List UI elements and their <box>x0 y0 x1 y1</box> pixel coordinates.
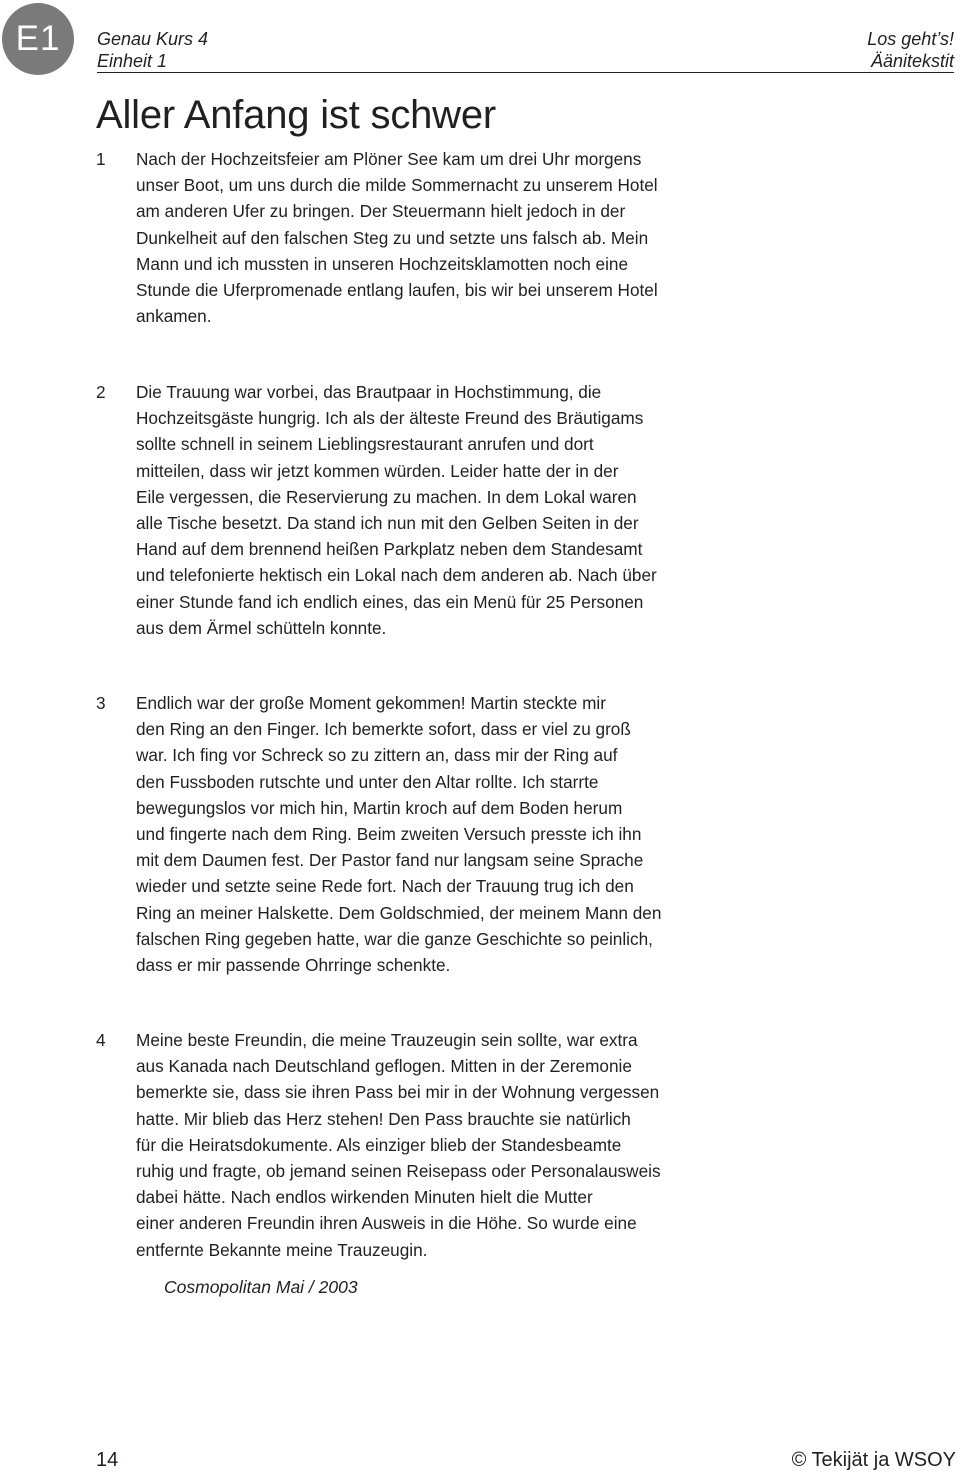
paragraph-text <box>136 146 736 329</box>
paragraph-text <box>136 690 736 978</box>
text-line: Stunde die Uferpromenade entlang laufen, bis wir bei unserem Hotel <box>136 280 658 301</box>
text-line: Dunkelheit auf den falschen Steg zu und setzte uns falsch ab. Mein <box>136 227 649 248</box>
paragraph-number: 4 <box>96 1030 106 1050</box>
text-line: war. Ich fing vor Schreck so zu zittern an, dass mir der Ring auf <box>136 745 618 766</box>
text-line: Nach der Hochzeitsfeier am Plöner See kam um drei Uhr morgens <box>136 149 642 169</box>
text-line: entfernte Bekannte meine Trauzeugin. <box>136 1239 428 1260</box>
text-line: ruhig und fragte, ob jemand seinen Reisepass oder Personalausweis <box>136 1161 661 1182</box>
text-line: Ring an meiner Halskette. Dem Goldschmied, der meinem Mann den <box>136 902 662 923</box>
unit-name: Einheit 1 <box>97 51 168 71</box>
text-line: Endlich war der große Moment gekommen! Martin steckte mir <box>136 693 606 713</box>
text-line: den Fussboden rutschte und unter den Altar rollte. Ich starrte <box>136 771 599 792</box>
text-line: mitteilen, dass wir jetzt kommen würden. Leider hatte der in der <box>136 460 619 481</box>
text-line: Die Trauung war vorbei, das Brautpaar in Hochstimmung, die <box>136 382 602 402</box>
text-line: und fingerte nach dem Ring. Beim zweiten Versuch presste ich ihn <box>136 824 642 845</box>
text-line: und telefonierte hektisch ein Lokal nach dem anderen ab. Nach über <box>136 565 657 586</box>
text-line: sollte schnell in seinem Lieblingsrestaurant anrufen und dort <box>136 434 594 455</box>
paragraph-number: 1 <box>96 149 106 169</box>
copyright-notice: © Tekijät ja WSOY <box>791 1449 956 1471</box>
text-line: Hand auf dem brennend heißen Parkplatz neben dem Standesamt <box>136 539 643 560</box>
series-name: Los geht’s! <box>867 29 954 49</box>
text-line: bemerkte sie, dass sie ihren Pass bei mir in der Wohnung vergessen <box>136 1082 660 1103</box>
paragraph-3 <box>96 690 736 978</box>
text-line: dabei hätte. Nach endlos wirkenden Minuten hielt die Mutter <box>136 1187 593 1208</box>
paragraph-text <box>136 379 736 641</box>
text-line: ankamen. <box>136 306 212 327</box>
header-divider <box>97 72 954 73</box>
text-line: Mann und ich mussten in unseren Hochzeitsklamotten noch eine <box>136 253 629 274</box>
paragraph-1 <box>96 146 736 329</box>
paragraph-text <box>136 1027 736 1263</box>
paragraph-number: 3 <box>96 693 106 713</box>
text-line: unser Boot, um uns durch die milde Sommernacht zu unserem Hotel <box>136 175 658 196</box>
text-line: den Ring an den Finger. Ich bemerkte sofort, dass er viel zu groß <box>136 719 631 740</box>
text-line: aus Kanada nach Deutschland geflogen. Mitten in der Zeremonie <box>136 1056 632 1077</box>
text-line: falschen Ring gegeben hatte, war die ganze Geschichte so peinlich, <box>136 928 653 949</box>
unit-badge: E1 <box>2 3 74 75</box>
text-line: einer anderen Freundin ihren Ausweis in die Höhe. So wurde eine <box>136 1213 637 1234</box>
text-line: am anderen Ufer zu bringen. Der Steuermann hielt jedoch in der <box>136 201 626 222</box>
text-line: Meine beste Freundin, die meine Trauzeugin sein sollte, war extra <box>136 1030 638 1050</box>
paragraph-2 <box>96 379 736 641</box>
text-line: mit dem Daumen fest. Der Pastor fand nur langsam seine Sprache <box>136 850 644 871</box>
paragraph-number: 2 <box>96 382 106 402</box>
source-citation: Cosmopolitan Mai / 2003 <box>164 1277 358 1297</box>
text-line: wieder und setzte seine Rede fort. Nach der Trauung trug ich den <box>136 876 634 897</box>
text-line: dass er mir passende Ohrringe schenkte. <box>136 955 451 976</box>
page-title: Aller Anfang ist schwer <box>96 93 497 137</box>
paragraph-4 <box>96 1027 736 1263</box>
text-line: für die Heiratsdokumente. Als einziger blieb der Standesbeamte <box>136 1134 622 1155</box>
header-right <box>867 28 954 72</box>
text-line: hatte. Mir blieb das Herz stehen! Den Pass brauchte sie natürlich <box>136 1108 631 1129</box>
text-line: bewegungslos vor mich hin, Martin kroch auf dem Boden herum <box>136 797 623 818</box>
section-name: Äänitekstit <box>870 51 954 71</box>
text-line: einer Stunde fand ich endlich eines, das ein Menü für 25 Personen <box>136 591 644 612</box>
text-line: aus dem Ärmel schütteln konnte. <box>136 617 387 638</box>
page-number: 14 <box>96 1449 119 1471</box>
text-line: Hochzeitsgäste hungrig. Ich als der älteste Freund des Bräutigams <box>136 408 644 429</box>
course-name: Genau Kurs 4 <box>97 29 209 49</box>
text-line: Eile vergessen, die Reservierung zu machen. In dem Lokal waren <box>136 486 637 507</box>
text-line: alle Tische besetzt. Da stand ich nun mit den Gelben Seiten in der <box>136 513 639 534</box>
header-left <box>97 28 208 72</box>
